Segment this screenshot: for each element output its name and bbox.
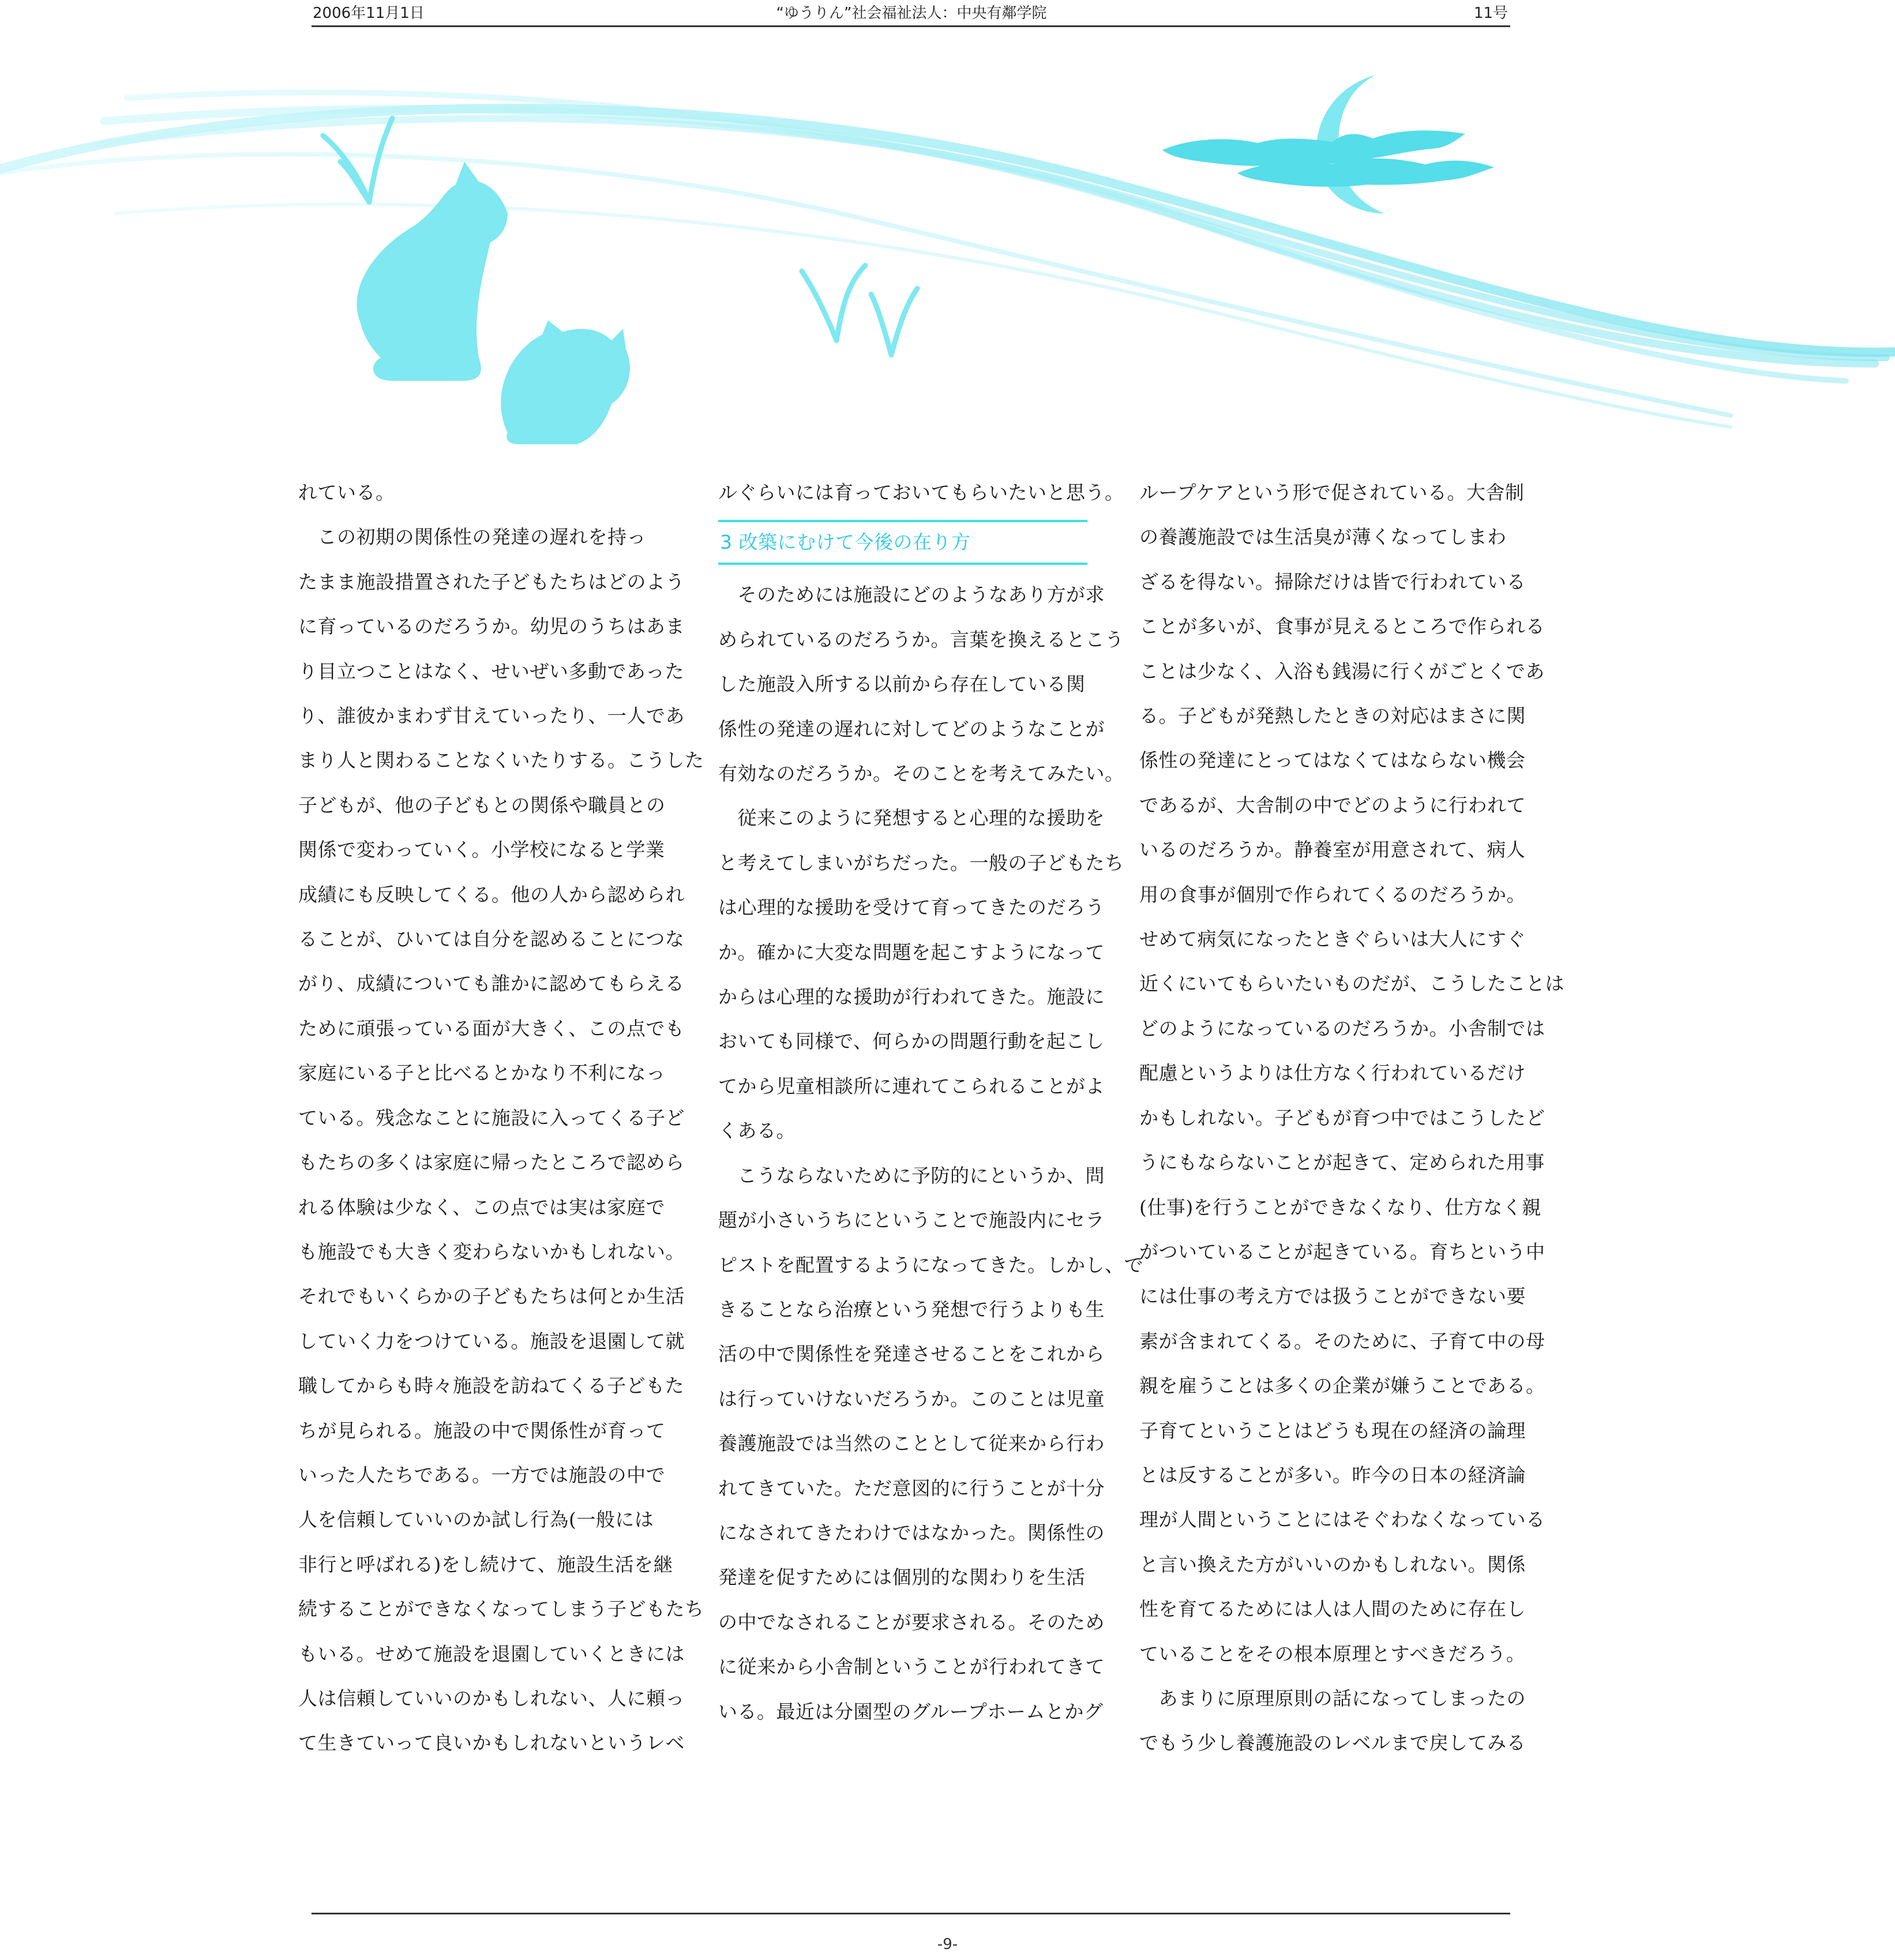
text-line: おいても同様で、何らかの問題行動を起こし: [718, 1030, 1105, 1053]
text-line: 発達を促すためには個別的な関わりを生活: [718, 1566, 1086, 1589]
text-line: 活の中で関係性を発達させることをこれから: [718, 1343, 1105, 1366]
text-line: には仕事の考え方では扱うことができない要: [1139, 1285, 1526, 1308]
text-line: ことが多いが、食事が見えるところで作られる: [1139, 615, 1545, 638]
wave-line: [0, 108, 1895, 353]
section-title: 3 改築にむけて今後の在り方: [720, 531, 971, 554]
column-3-lines: [1139, 470, 1564, 1766]
text-line: の養護施設では生活臭が薄くなってしまわ: [1139, 526, 1507, 549]
puppy-icon: [501, 320, 630, 444]
text-line: 理が人間ということにはそぐわなくなっている: [1139, 1508, 1545, 1531]
text-line: こうならないために予防的にというか、問: [718, 1164, 1105, 1187]
text-line: この初期の関係性の発達の遅れを持っ: [298, 526, 646, 549]
text-column-1: [298, 470, 704, 1766]
text-line: あまりに原理原則の話になってしまったの: [1139, 1687, 1526, 1710]
text-line: 子育てということはどうも現在の経済の論理: [1139, 1419, 1526, 1442]
text-line: であるが、大舎制の中でどのように行われて: [1139, 793, 1526, 816]
text-line: 子どもが、他の子どもとの関係や職員との: [298, 793, 666, 816]
column-1-lines: [298, 470, 704, 1766]
text-line: うにもならないことが起きて、定められた用事: [1139, 1151, 1545, 1174]
text-line: 親を雇うことは多くの企業が嫌うことである。: [1139, 1374, 1545, 1397]
text-line: とは反することが多い。昨今の日本の経済論: [1139, 1463, 1526, 1486]
text-line: り、誰彼かまわず甘えていったり、一人であ: [298, 704, 685, 728]
text-line: 性を育てるためには人は人間のために存在し: [1139, 1598, 1526, 1621]
text-line: ちが見られる。施設の中で関係性が育って: [298, 1419, 666, 1442]
text-line: いるのだろうか。静養室が用意されて、病人: [1139, 838, 1526, 861]
text-line: 家庭にいる子と比べるとかなり不利になっ: [298, 1062, 666, 1085]
text-line: ざるを得ない。掃除だけは皆で行われている: [1139, 570, 1526, 593]
section-rule-bottom: [718, 563, 1087, 565]
text-line: くある。: [718, 1119, 795, 1142]
text-line: ルぐらいには育っておいてもらいたいと思う。: [718, 481, 1124, 504]
text-line: ていることをその根本原理とすべきだろう。: [1139, 1642, 1526, 1665]
text-line: 係性の発達にとってはなくてはならない機会: [1139, 749, 1526, 772]
text-line: ことは少なく、入浴も銭湯に行くがごとくであ: [1139, 659, 1545, 683]
column-2-lines-before: [718, 470, 1124, 515]
text-line: (仕事)を行うことができなくなり、仕方なく親: [1139, 1196, 1541, 1219]
text-line: ている。残念なことに施設に入ってくる子ど: [298, 1106, 685, 1129]
text-line: に従来から小舎制ということが行われてきて: [718, 1655, 1105, 1678]
text-line: まり人と関わることなくいたりする。こうした: [298, 749, 704, 772]
text-line: て生きていって良いかもしれないというレベ: [298, 1732, 685, 1755]
text-line: 続することができなくなってしまう子どもたち: [298, 1598, 704, 1621]
text-line: ループケアという形で促されている。大舎制: [1139, 481, 1525, 504]
header-issue: 11号: [1473, 5, 1508, 22]
text-line: ピストを配置するようになってきた。しかし、で: [718, 1253, 1143, 1276]
text-line: いる。最近は分園型のグループホームとかグ: [718, 1700, 1104, 1723]
text-line: に育っているのだろうか。幼児のうちはあま: [298, 615, 685, 638]
text-line: の中でなされることが要求される。そのため: [718, 1610, 1105, 1633]
header-rule: [312, 25, 1510, 27]
header-date: 2006年11月1日: [313, 5, 425, 22]
text-line: 用の食事が個別で作られてくるのだろうか。: [1139, 883, 1526, 906]
text-line: がり、成績についても誰かに認めてもらえる: [298, 972, 685, 995]
text-line: 関係で変わっていく。小学校になると学業: [298, 838, 665, 861]
text-line: それでもいくらかの子どもたちは何とか生活: [298, 1285, 685, 1308]
text-line: と言い換えた方がいいのかもしれない。関係: [1139, 1553, 1526, 1576]
text-line: ることが、ひいては自分を認めることにつな: [298, 928, 685, 951]
text-line: たまま施設措置された子どもたちはどのよう: [298, 570, 685, 593]
text-line: れる体験は少なく、この点では実は家庭で: [298, 1196, 665, 1219]
text-line: もたちの多くは家庭に帰ったところで認めら: [298, 1151, 685, 1174]
column-2-lines-after: [718, 572, 1143, 1734]
section-heading: [718, 520, 1116, 565]
text-line: れてきていた。ただ意図的に行うことが十分: [718, 1476, 1105, 1500]
text-line: と考えてしまいがちだった。一般の子どもたち: [718, 851, 1124, 874]
text-line: どのようになっているのだろうか。小舎制では: [1139, 1017, 1545, 1040]
text-line: でもう少し養護施設のレベルまで戻してみる: [1139, 1732, 1526, 1755]
text-line: もいる。せめて施設を退園していくときには: [298, 1642, 685, 1665]
text-line: れている。: [298, 481, 395, 504]
text-line: も施設でも大きく変わらないかもしれない。: [298, 1240, 685, 1263]
wave-lines: [0, 92, 1895, 427]
text-line: になされてきたわけではなかった。関係性の: [718, 1521, 1105, 1544]
text-line: は心理的な援助を受けて育ってきたのだろう: [718, 896, 1105, 919]
header-title: “ゆうりん”社会福祉法人：中央有鄰学院: [776, 5, 1047, 22]
text-line: 従来このように発想すると心理的な援助を: [718, 807, 1105, 830]
text-line: 題が小さいうちにということで施設内にセラ: [718, 1209, 1105, 1232]
text-line: していく力をつけている。施設を退園して就: [298, 1329, 685, 1352]
text-line: 非行と呼ばれる)をし続けて、施設生活を継: [298, 1553, 673, 1576]
text-line: 成績にも反映してくる。他の人から認められ: [298, 883, 685, 906]
text-line: 人は信頼していいのかもしれない、人に頼っ: [298, 1687, 685, 1710]
text-line: きることなら治療という発想で行うよりも生: [718, 1298, 1105, 1321]
text-line: ために頑張っている面が大きく、この点でも: [298, 1017, 685, 1040]
text-line: がついていることが起きている。育ちという中: [1139, 1240, 1545, 1263]
text-line: 職してからも時々施設を訪ねてくる子どもた: [298, 1374, 685, 1397]
text-line: 素が含まれてくる。そのために、子育て中の母: [1139, 1329, 1545, 1352]
page-number: -9-: [937, 1936, 958, 1953]
dog-icon: [357, 162, 508, 381]
text-line: は行っていけないだろうか。このことは児童: [718, 1387, 1105, 1410]
text-line: 養護施設では当然のこととして従来から行わ: [718, 1432, 1105, 1455]
text-line: てから児童相談所に連れてこられることがよ: [718, 1074, 1105, 1097]
text-column-3: [1139, 470, 1564, 1766]
text-line: 配慮というよりは仕方なく行われているだけ: [1139, 1062, 1526, 1085]
text-line: そのためには施設にどのようなあり方が求: [718, 583, 1105, 606]
text-line: からは心理的な援助が行われてきた。施設に: [718, 985, 1105, 1009]
text-line: した施設入所する以前から存在している関: [718, 673, 1086, 696]
text-line: り目立つことはなく、せいぜい多動であった: [298, 659, 685, 683]
text-line: 有効なのだろうか。そのことを考えてみたい。: [718, 762, 1124, 785]
text-line: いった人たちである。一方では施設の中で: [298, 1463, 666, 1486]
page-header: [312, 0, 1511, 27]
text-line: か。確かに大変な問題を起こすようになって: [718, 940, 1105, 964]
grass-icon: [802, 265, 917, 355]
text-line: 近くにいてもらいたいものだが、こうしたことは: [1139, 972, 1564, 995]
text-line: せめて病気になったときぐらいは大人にすぐ: [1139, 928, 1526, 951]
grass-icon: [323, 118, 392, 202]
text-column-2: [718, 470, 1143, 1734]
footer-rule: [312, 1913, 1510, 1914]
text-line: かもしれない。子どもが育つ中ではこうしたど: [1139, 1106, 1545, 1129]
banner-illustration: [0, 35, 1895, 450]
text-line: 係性の発達の遅れに対してどのようなことが: [718, 717, 1105, 740]
text-line: 人を信頼していいのか試し行為(一般には: [298, 1508, 654, 1531]
text-line: められているのだろうか。言葉を換えるとこう: [718, 628, 1124, 651]
text-line: る。子どもが発熱したときの対応はまさに関: [1139, 704, 1526, 728]
